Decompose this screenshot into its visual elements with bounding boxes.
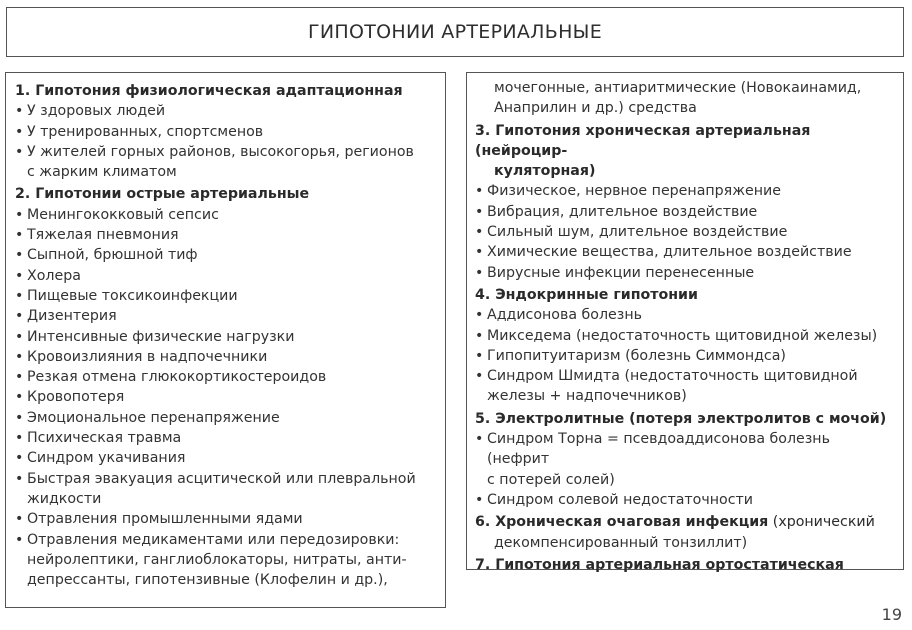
list-item: • Пищевые токсикоинфекции — [15, 286, 435, 306]
list-item: • Сыпной, брюшной тиф — [15, 245, 435, 265]
list-item: • Гипопитуитаризм (болезнь Симмондса) — [475, 346, 893, 366]
page-number: 19 — [881, 605, 902, 624]
list-item-continuation: нейролептики, ганглиоблокаторы, нитраты, анти- — [27, 551, 407, 568]
title-box — [6, 7, 904, 57]
list-item: • Синдром Шмидта (недостаточность щитовидной — [475, 366, 893, 386]
page-title: ГИПОТОНИИ АРТЕРИАЛЬНЫЕ — [307, 21, 603, 43]
list-item: • Эмоциональное перенапряжение — [15, 408, 435, 428]
list-item: • Синдром Торна = псевдоаддисонова болезнь (нефрит — [475, 429, 893, 470]
continued-text: Анаприлин и др.) средства — [494, 100, 697, 117]
list-item: • Синдром укачивания — [15, 448, 435, 468]
list-item-continuation: депрессанты, гипотензивные (Клофелин и др.), — [27, 572, 388, 589]
list-item: • Сильный шум, длительное воздействие — [475, 222, 893, 242]
section-1-title: 1. Гипотония физиологическая адаптационная — [15, 83, 403, 99]
list-item: • Отравления промышленными ядами — [15, 509, 435, 529]
list-item: • Химические вещества, длительное воздействие — [475, 242, 893, 262]
section-3-title: 3. Гипотония хроническая артериальная (нейроцир- — [475, 122, 811, 159]
list-item: • Резкая отмена глюкокортикостероидов — [15, 367, 435, 387]
section-6-title-rest: (хронический — [768, 514, 875, 531]
list-item-continuation: с жарким климатом — [27, 164, 177, 181]
list-item: • Психическая травма — [15, 428, 435, 448]
list-item: • Вибрация, длительное воздействие — [475, 202, 893, 222]
section-5-title: 5. Электролитные (потеря электролитов с мочой) — [475, 410, 887, 427]
list-item: • Холера — [15, 266, 435, 286]
section-6-continuation: декомпенсированный тонзиллит) — [494, 534, 748, 551]
list-item-continuation: с потерей солей) — [487, 471, 615, 488]
list-item: • Кровопотеря — [15, 387, 435, 407]
section-6-title-bold: 6. Хроническая очаговая инфекция — [475, 514, 769, 531]
list-item: • У здоровых людей — [15, 101, 435, 121]
list-item: • Менингококковый сепсис — [15, 205, 435, 225]
list-item: • У тренированных, спортсменов — [15, 122, 435, 142]
section-3-title-continuation: куляторная) — [494, 163, 596, 180]
list-item: • Тяжелая пневмония — [15, 225, 435, 245]
list-item: • Вирусные инфекции перенесенные — [475, 263, 893, 283]
right-column — [466, 72, 904, 573]
list-item-continuation: жидкости — [27, 490, 102, 507]
section-4-title: 4. Эндокринные гипотонии — [475, 286, 698, 303]
section-7-title: 7. Гипотония артериальная ортостатическая — [475, 556, 844, 573]
list-item: • Интенсивные физические нагрузки — [15, 327, 435, 347]
list-item: • Кровоизлияния в надпочечники — [15, 347, 435, 367]
left-column — [5, 72, 446, 608]
list-item: • Синдром солевой недостаточности — [475, 490, 893, 510]
section-6-title — [475, 512, 893, 532]
list-item-continuation: железы + надпочечников) — [487, 388, 687, 405]
continued-text: мочегонные, антиаритмические (Новокаинамид, — [494, 80, 862, 96]
list-item: • Физическое, нервное перенапряжение — [475, 181, 893, 201]
list-item: • У жителей горных районов, высокогорья, регионов — [15, 142, 435, 162]
list-item: • Быстрая эвакуация асцитической или плевральной — [15, 469, 435, 489]
list-item: • Микседема (недостаточность щитовидной железы) — [475, 326, 893, 346]
section-2-title: 2. Гипотонии острые артериальные — [15, 186, 310, 203]
list-item: • Отравления медикаментами или передозировки: — [15, 530, 435, 550]
list-item: • Дизентерия — [15, 306, 435, 326]
list-item: • Аддисонова болезнь — [475, 305, 893, 325]
